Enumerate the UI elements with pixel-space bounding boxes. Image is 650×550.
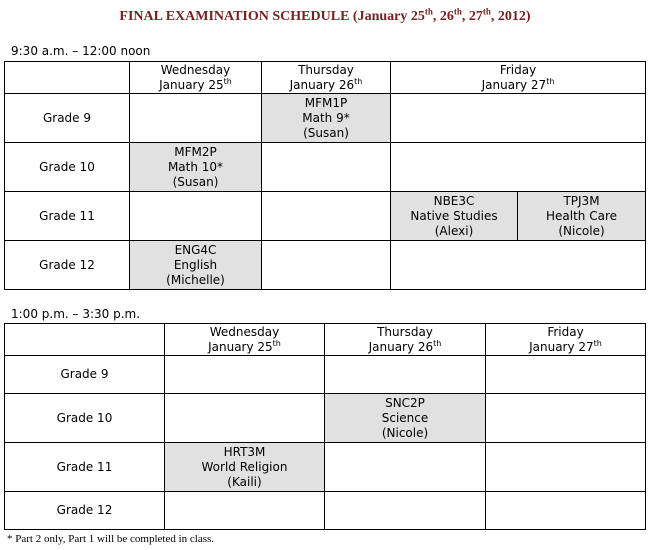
- table-row: [5, 492, 646, 530]
- afternoon-session-label: 1:00 p.m. – 3:30 p.m.: [11, 307, 141, 321]
- empty-cell: [165, 492, 325, 530]
- table-row: [5, 443, 646, 492]
- empty-cell: [486, 443, 646, 492]
- grade-label: Grade 9: [5, 356, 165, 394]
- empty-cell: [325, 492, 486, 530]
- grade-label: Grade 12: [5, 241, 130, 290]
- table-header-row: [5, 324, 646, 356]
- empty-cell: [391, 94, 646, 143]
- grade-label: Grade 11: [5, 192, 130, 241]
- empty-cell: [165, 394, 325, 443]
- table-row: [5, 94, 646, 143]
- morning-schedule-table: [4, 61, 646, 290]
- header-friday: Friday January 27th: [486, 324, 646, 356]
- grade-label: Grade 10: [5, 394, 165, 443]
- header-blank-cell: [5, 62, 130, 94]
- grade-label: Grade 11: [5, 443, 165, 492]
- empty-cell: [486, 394, 646, 443]
- exam-cell-hrt3m: HRT3M World Religion (Kaili): [165, 443, 325, 492]
- grade-label: Grade 12: [5, 492, 165, 530]
- header-wednesday: Wednesday January 25th: [130, 62, 262, 94]
- empty-cell: [262, 143, 391, 192]
- empty-cell: [325, 356, 486, 394]
- table-row: [5, 143, 646, 192]
- empty-cell: [325, 443, 486, 492]
- afternoon-schedule-table: [4, 323, 646, 530]
- table-row: [5, 394, 646, 443]
- grade-label: Grade 10: [5, 143, 130, 192]
- empty-cell: [130, 94, 262, 143]
- table-header-row: [5, 62, 646, 94]
- footnote: * Part 2 only, Part 1 will be completed in class.: [7, 533, 215, 545]
- table-row: [5, 192, 646, 241]
- header-wednesday: Wednesday January 25th: [165, 324, 325, 356]
- grade-label: Grade 9: [5, 94, 130, 143]
- morning-session-label: 9:30 a.m. – 12:00 noon: [11, 44, 151, 58]
- exam-cell-tpj3m: TPJ3M Health Care (Nicole): [518, 192, 646, 241]
- exam-cell-mfm2p: MFM2P Math 10* (Susan): [130, 143, 262, 192]
- exam-cell-eng4c: ENG4C English (Michelle): [130, 241, 262, 290]
- empty-cell: [130, 192, 262, 241]
- exam-cell-mfm1p: MFM1P Math 9* (Susan): [262, 94, 391, 143]
- table-row: [5, 356, 646, 394]
- empty-cell: [165, 356, 325, 394]
- exam-cell-nbe3c: NBE3C Native Studies (Alexi): [391, 192, 518, 241]
- header-friday: Friday January 27th: [391, 62, 646, 94]
- header-blank-cell: [5, 324, 165, 356]
- header-thursday: Thursday January 26th: [262, 62, 391, 94]
- empty-cell: [486, 356, 646, 394]
- empty-cell: [391, 143, 646, 192]
- empty-cell: [262, 192, 391, 241]
- empty-cell: [262, 241, 391, 290]
- header-thursday: Thursday January 26th: [325, 324, 486, 356]
- table-row: [5, 241, 646, 290]
- exam-cell-snc2p: SNC2P Science (Nicole): [325, 394, 486, 443]
- empty-cell: [486, 492, 646, 530]
- empty-cell: [391, 241, 646, 290]
- page-title: FINAL EXAMINATION SCHEDULE (January 25th, 26th, 27th, 2012): [119, 6, 531, 24]
